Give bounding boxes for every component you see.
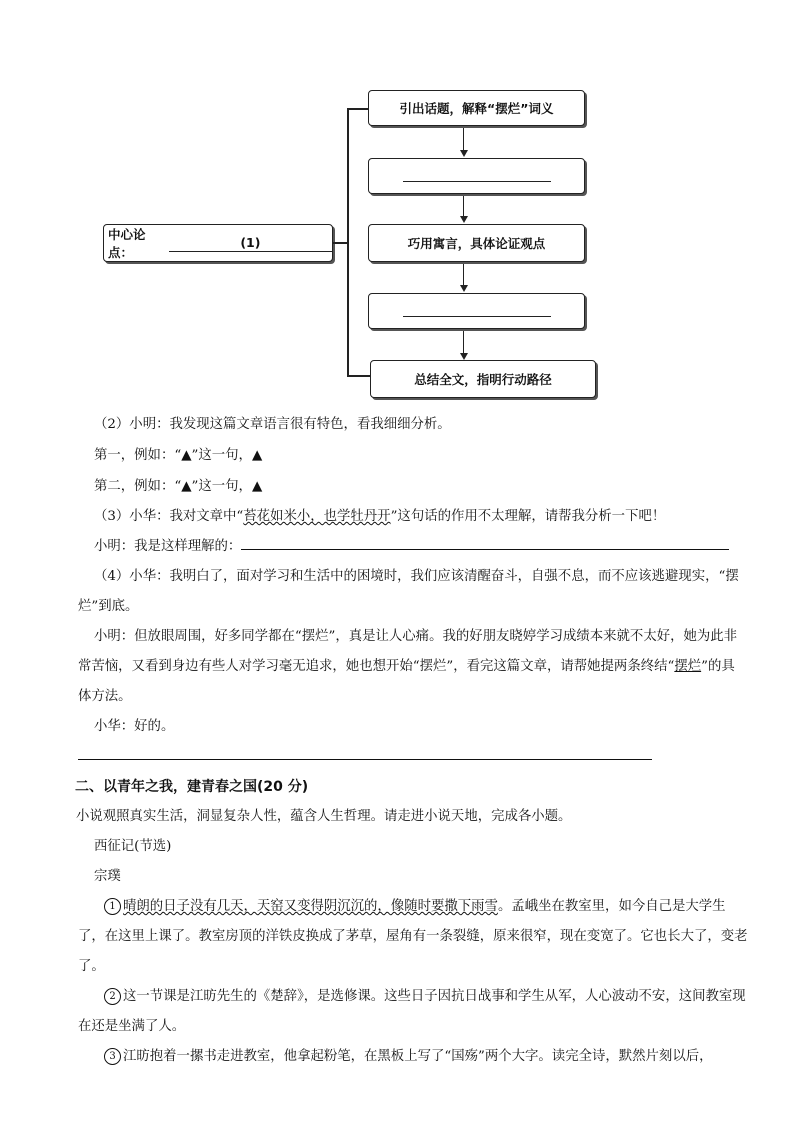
q3-answer: 小明：我是这样理解的： (78, 532, 748, 562)
central-argument-box (103, 224, 333, 262)
step-label-1: 引出话题，解释“摆烂”词义 (399, 101, 554, 116)
section-heading: 二、以青年之我，建青春之国(20 分) (75, 779, 309, 795)
q2-intro: （2）小明：我发现这篇文章语言很有特色，看我细细分析。 (94, 417, 451, 432)
blank-mark[interactable]: ▲ (251, 447, 263, 463)
step-box-2-blank (368, 158, 585, 194)
connector-vertical (347, 108, 349, 376)
connector-branch-1 (347, 108, 369, 110)
q2-second: 第二，例如：“▲”这一句，▲ (94, 478, 263, 494)
step-box-5 (370, 360, 596, 398)
arrow-down-icon (460, 285, 468, 292)
blank-mark[interactable]: ▲ (251, 478, 263, 494)
answer-line[interactable] (78, 745, 652, 760)
arrow-down-icon (460, 150, 468, 157)
blank-mark[interactable]: ▲ (181, 478, 192, 494)
step-box-1 (368, 90, 585, 126)
answer-line[interactable] (241, 535, 729, 550)
step-blank-line-4[interactable] (403, 316, 551, 317)
step-box-4-blank (368, 293, 585, 329)
story-paragraph-3: 3 江昉抱着一摞书走进教室，他拿起粉笔，在黑板上写了“国殇”两个大字。读完全诗，默然片刻以后， (78, 1042, 748, 1072)
step-label-5: 总结全文，指明行动路径 (414, 372, 552, 387)
q2-first: 第一，例如：“▲”这一句，▲ (94, 447, 263, 463)
step-label-3: 巧用寓言，具体论证观点 (407, 236, 546, 251)
story-paragraph-2: 2 这一节课是江昉先生的《楚辞》，是选修课。这些日子因抗日战事和学生从军，人心波动不安，这间教室现在还是坐满了人。 (78, 989, 746, 1034)
connector-horizontal (333, 242, 348, 244)
q4-p1: （4）小华：我明白了，面对学习和生活中的困境时，我们应该清醒奋斗，自强不息，而不应该逃避现实，“摆烂”到底。 (78, 569, 739, 614)
quoted-sentence: 苔花如米小，也学牡丹开 (243, 509, 391, 524)
arrow-down-icon (460, 216, 468, 223)
q3-question: （3）小华：我对文章中“苔花如米小，也学牡丹开”这句话的作用不太理解，请帮我分析一下吧！ (94, 509, 666, 524)
arrow-shaft-3 (463, 264, 464, 285)
arrow-down-icon (460, 353, 468, 360)
section-intro: 小说观照真实生活，洞显复杂人性，蕴含人生哲理。请走进小说天地，完成各小题。 (76, 809, 572, 824)
story-paragraph-1: 1 晴朗的日子没有几天，天窑又变得阴沉沉的，像随时要撒下雨雪。孟峨坐在教室里，如今自己是大学生了，在这里上课了。教室房顶的洋铁皮换成了茅草，屋角有一条裂缝，原来很窄，现在变宽了。它也长大了，变老了。 (78, 899, 748, 974)
central-argument-label: 中心论点： (108, 227, 146, 260)
step-blank-line-2[interactable] (403, 181, 551, 182)
arrow-shaft-2 (463, 196, 464, 216)
step-box-3 (368, 224, 585, 262)
connector-branch-5 (347, 375, 371, 377)
blank-mark[interactable]: ▲ (181, 447, 192, 463)
question-text (75, 410, 748, 1072)
story-author: 宗璞 (94, 869, 121, 884)
structure-diagram (0, 0, 794, 405)
q4-p2: 小明：但放眼周围，好多同学都在“摆烂”，真是让人心痛。我的好朋友晓婷学习成绩本来就不太好，她为此非常苦恼，又看到身边有些人对学习毫无追求，她也想开始“摆烂”，看完这篇文章，请帮她提两条终结“摆烂”的具体方法。 (78, 629, 738, 704)
arrow-shaft-1 (463, 128, 464, 150)
q4-reply: 小华：好的。 (78, 712, 748, 772)
central-argument-blank[interactable] (169, 235, 332, 252)
underlined-term: 摆烂 (674, 659, 702, 674)
blank-number: (1) (240, 234, 261, 250)
story-title: 西征记(节选) (94, 839, 172, 854)
arrow-shaft-4 (463, 331, 464, 353)
